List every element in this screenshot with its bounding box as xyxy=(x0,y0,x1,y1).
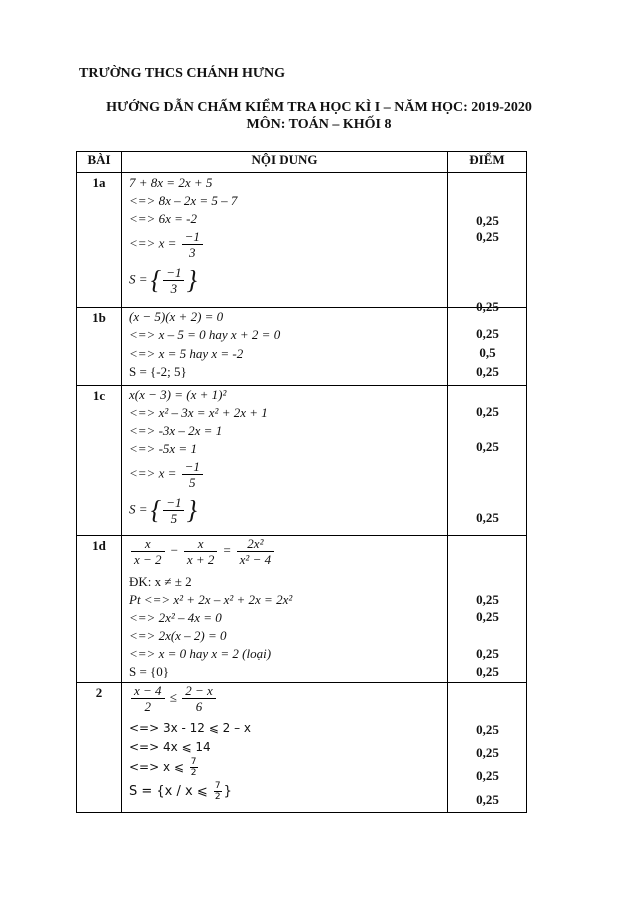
solution-set: S = {-2; 5} xyxy=(129,364,187,379)
denominator: 2 xyxy=(214,792,221,802)
fraction xyxy=(131,536,165,567)
step-line: <=> 2x(x – 2) = 0 xyxy=(129,628,227,643)
left-brace-icon: { xyxy=(150,265,162,295)
fraction xyxy=(184,536,218,567)
table-row-1c xyxy=(77,386,527,536)
step-line: <=> 6x = -2 xyxy=(129,211,197,226)
fraction xyxy=(131,683,165,714)
score-value: 0,25 xyxy=(476,664,499,679)
score-value: 0,25 xyxy=(476,592,499,607)
score-value: 0,25 xyxy=(476,229,499,244)
document-subtitle: MÔN: TOÁN – KHỐI 8 xyxy=(246,117,392,132)
score-value: 0,25 xyxy=(476,364,499,379)
solution-set xyxy=(129,781,232,802)
step-line: <=> 2x² – 4x = 0 xyxy=(129,610,222,625)
document-title: HƯỚNG DẪN CHẤM KIỂM TRA HỌC KÌ I – NĂM HỌC: 2019-2020 xyxy=(106,100,532,115)
denominator: 3 xyxy=(189,245,196,260)
score-value: 0,25 xyxy=(476,439,499,454)
step-line: Pt <=> x² + 2x – x² + 2x = 2x² xyxy=(129,592,293,607)
fraction xyxy=(182,229,203,260)
solution-set xyxy=(129,495,197,526)
step-prefix: <=> x ⩽ xyxy=(129,760,184,774)
table-row-1a xyxy=(77,173,527,308)
denominator: 3 xyxy=(170,281,178,296)
row-scores xyxy=(448,386,527,536)
column-header-bai: BÀI xyxy=(77,152,122,173)
step-line xyxy=(129,459,205,490)
table-row-1d xyxy=(77,536,527,683)
numerator: x xyxy=(184,536,218,552)
numerator: x − 4 xyxy=(131,683,165,699)
numerator: 7 xyxy=(190,757,197,767)
row-content xyxy=(122,173,448,308)
score-value: 0,25 xyxy=(476,404,499,419)
operator: = xyxy=(222,542,232,558)
row-content xyxy=(122,683,448,813)
step-line: <=> 8x – 2x = 5 – 7 xyxy=(129,193,238,208)
fraction xyxy=(163,265,184,296)
numerator: x xyxy=(131,536,165,552)
score-value: 0,25 xyxy=(476,326,499,341)
numerator: −1 xyxy=(163,495,184,511)
solution-set xyxy=(129,265,197,296)
score-value: 0,25 xyxy=(476,646,499,661)
step-line xyxy=(129,757,200,778)
row-content xyxy=(122,386,448,536)
table-header-row xyxy=(77,152,527,173)
denominator: x² − 4 xyxy=(239,552,272,567)
fraction xyxy=(163,495,184,526)
left-brace-icon: { xyxy=(150,495,162,525)
fraction xyxy=(182,683,216,714)
operator: ≤ xyxy=(169,689,177,705)
step-line: 7 + 8x = 2x + 5 xyxy=(129,175,213,190)
step-line: x(x − 3) = (x + 1)² xyxy=(129,387,227,402)
row-label: 1a xyxy=(77,173,122,308)
row-scores xyxy=(448,536,527,683)
table-row-2 xyxy=(77,683,527,813)
denominator: x + 2 xyxy=(186,552,215,567)
numerator: −1 xyxy=(182,459,203,475)
condition-line: ĐK: x ≠ ± 2 xyxy=(129,574,192,589)
score-value: 0,25 xyxy=(476,299,499,314)
score-value: 0,5 xyxy=(479,345,496,360)
step-line: <=> x = 5 hay x = -2 xyxy=(129,346,244,361)
denominator: 5 xyxy=(170,511,178,526)
step-suffix: } xyxy=(223,784,232,799)
denominator: 2 xyxy=(190,768,197,778)
row-label: 1c xyxy=(77,386,122,536)
row-label: 1d xyxy=(77,536,122,683)
row-label: 1b xyxy=(77,308,122,386)
denominator: 6 xyxy=(195,699,203,714)
step-line: <=> x² – 3x = x² + 2x + 1 xyxy=(129,405,268,420)
step-line: <=> -3x – 2x = 1 xyxy=(129,423,223,438)
step-line: <=> x – 5 = 0 hay x + 2 = 0 xyxy=(129,327,281,342)
right-brace-icon: } xyxy=(186,495,197,525)
score-value: 0,25 xyxy=(476,722,499,737)
equation-line xyxy=(129,536,276,567)
solution-set: S = {0} xyxy=(129,664,170,679)
step-line: <=> 4x ⩽ 14 xyxy=(129,740,211,754)
numerator: −1 xyxy=(163,265,184,281)
score-value: 0,25 xyxy=(476,745,499,760)
numerator: 7 xyxy=(214,781,221,791)
fraction xyxy=(237,536,274,567)
row-label: 2 xyxy=(77,683,122,813)
fraction xyxy=(214,781,222,802)
numerator: 2 − x xyxy=(182,683,216,699)
operator: − xyxy=(169,542,179,558)
denominator: x − 2 xyxy=(134,552,162,567)
row-content xyxy=(122,308,448,386)
numerator: −1 xyxy=(182,229,203,245)
step-line: <=> -5x = 1 xyxy=(129,441,197,456)
score-value: 0,25 xyxy=(476,510,499,525)
row-content xyxy=(122,536,448,683)
step-line: <=> 3x - 12 ⩽ 2 – x xyxy=(129,721,251,735)
equation-line xyxy=(129,683,218,714)
fraction xyxy=(190,757,198,778)
step-line xyxy=(129,229,205,260)
step-line: <=> x = 0 hay x = 2 (loại) xyxy=(129,646,272,661)
numerator: 2x² xyxy=(237,536,274,552)
right-brace-icon: } xyxy=(186,265,197,295)
score-value: 0,25 xyxy=(476,213,499,228)
row-scores xyxy=(448,173,527,314)
step-prefix: S = xyxy=(129,271,148,287)
row-scores xyxy=(448,308,527,386)
step-line: (x − 5)(x + 2) = 0 xyxy=(129,309,224,324)
step-prefix: <=> x = xyxy=(129,235,177,251)
fraction xyxy=(182,459,203,490)
table-row-1b xyxy=(77,308,527,386)
step-prefix: <=> x = xyxy=(129,465,177,481)
column-header-score: ĐIỂM xyxy=(448,152,527,173)
denominator: 2 xyxy=(144,699,152,714)
denominator: 5 xyxy=(189,475,196,490)
score-value: 0,25 xyxy=(476,792,499,807)
step-prefix: S = {x / x ⩽ xyxy=(129,784,208,799)
row-scores xyxy=(448,683,527,813)
score-value: 0,25 xyxy=(476,768,499,783)
score-value: 0,25 xyxy=(476,609,499,624)
school-name: TRƯỜNG THCS CHÁNH HƯNG xyxy=(79,66,285,81)
step-prefix: S = xyxy=(129,501,148,517)
column-header-content: NỘI DUNG xyxy=(122,152,448,173)
grading-table xyxy=(76,151,527,813)
